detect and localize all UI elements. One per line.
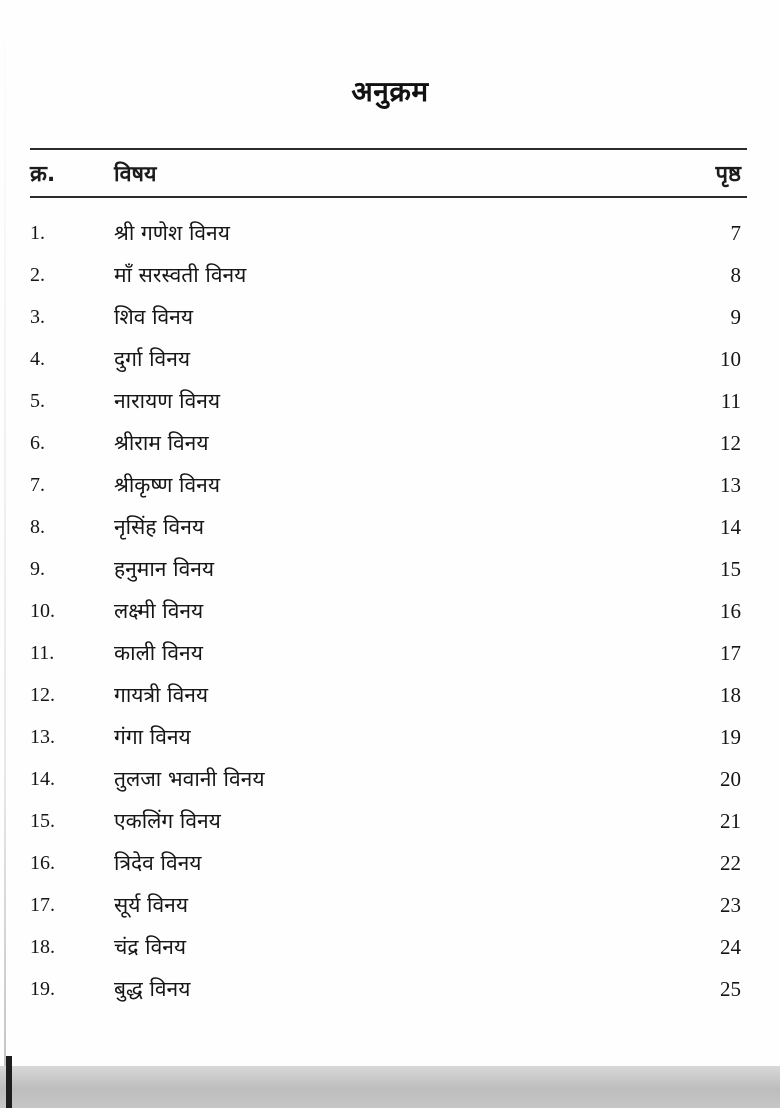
toc-entry-number: 12. [30, 683, 55, 706]
toc-entry-subject: एकलिंग विनय [114, 809, 221, 833]
toc-row [30, 212, 747, 254]
toc-entry-page: 11 [720, 388, 741, 413]
toc-entry-page: 12 [720, 430, 741, 455]
toc-entry-page: 10 [720, 346, 741, 371]
toc-entry-page: 15 [720, 556, 741, 581]
toc-entry-page: 16 [720, 598, 741, 623]
toc-entry-number: 7. [30, 473, 45, 496]
page-bottom-edge-shadow [0, 1066, 780, 1108]
toc-entry-page: 23 [720, 892, 741, 917]
toc-entry-subject: गायत्री विनय [114, 683, 209, 707]
toc-row [30, 422, 747, 464]
toc-entry-subject: बुद्ध विनय [114, 977, 191, 1001]
page-left-edge-shading [4, 0, 6, 1108]
toc-entry-number: 3. [30, 305, 45, 328]
toc-header-row [30, 150, 747, 196]
header-bottom-rule [30, 196, 747, 198]
toc-entry-page: 22 [720, 850, 741, 875]
toc-row [30, 926, 747, 968]
page-title: अनुक्रम [351, 75, 429, 108]
toc-entry-number: 16. [30, 851, 55, 874]
toc-entry-subject: तुलजा भवानी विनय [114, 767, 265, 791]
toc-row [30, 968, 747, 1010]
toc-entry-subject: सूर्य विनय [114, 893, 189, 917]
toc-entry-page: 9 [730, 304, 741, 329]
toc-entry-subject: श्रीराम विनय [114, 431, 209, 455]
toc-entry-page: 18 [720, 682, 741, 707]
toc-entry-number: 10. [30, 599, 55, 622]
toc-entry-page: 14 [720, 514, 741, 539]
toc-entry-page: 20 [720, 766, 741, 791]
toc-row [30, 758, 747, 800]
toc-entry-page: 19 [720, 724, 741, 749]
toc-entry-number: 18. [30, 935, 55, 958]
header-subject-label: विषय [114, 161, 157, 187]
toc-entry-subject: त्रिदेव विनय [114, 851, 202, 875]
toc-entry-subject: लक्ष्मी विनय [114, 599, 204, 623]
toc-row [30, 842, 747, 884]
toc-row [30, 548, 747, 590]
toc-entry-subject: हनुमान विनय [114, 557, 215, 581]
toc-entry-subject: श्री गणेश विनय [114, 221, 230, 245]
toc-row [30, 632, 747, 674]
toc-entry-subject: गंगा विनय [114, 725, 191, 749]
header-number-label: क्र. [30, 162, 56, 187]
toc-entry-number: 9. [30, 557, 45, 580]
toc-entry-number: 14. [30, 767, 55, 790]
toc-row [30, 464, 747, 506]
toc-row [30, 884, 747, 926]
toc-entry-subject: श्रीकृष्ण विनय [114, 473, 221, 497]
book-spine-shadow [6, 1056, 12, 1108]
header-page-label: पृष्ठ [715, 162, 741, 187]
toc-entry-subject: काली विनय [114, 641, 203, 665]
toc-row [30, 506, 747, 548]
toc-entry-number: 11. [30, 641, 55, 664]
toc-entry-number: 2. [30, 263, 45, 286]
toc-entry-number: 4. [30, 347, 45, 370]
toc-row [30, 590, 747, 632]
toc-entry-page: 17 [720, 640, 741, 665]
toc-entry-subject: दुर्गा विनय [114, 347, 191, 371]
toc-row [30, 338, 747, 380]
toc-entry-subject: चंद्र विनय [114, 935, 187, 959]
toc-entry-subject: माँ सरस्वती विनय [114, 263, 247, 287]
toc-entry-page: 13 [720, 472, 741, 497]
toc-entry-number: 17. [30, 893, 55, 916]
toc-entry-number: 19. [30, 977, 55, 1000]
toc-row [30, 380, 747, 422]
toc-entry-subject: शिव विनय [114, 305, 194, 329]
toc-entry-number: 15. [30, 809, 55, 832]
toc-entry-page: 7 [730, 220, 741, 245]
toc-entry-page: 21 [720, 808, 741, 833]
toc-entry-page: 25 [720, 976, 741, 1001]
toc-entry-number: 5. [30, 389, 45, 412]
toc-row [30, 800, 747, 842]
toc-row [30, 716, 747, 758]
toc-entry-number: 13. [30, 725, 55, 748]
toc-rows [30, 212, 747, 1010]
toc-entry-number: 8. [30, 515, 45, 538]
toc-row [30, 674, 747, 716]
toc-entry-page: 24 [720, 934, 741, 959]
toc-entry-subject: नारायण विनय [114, 389, 221, 413]
toc-row [30, 296, 747, 338]
toc-entry-number: 6. [30, 431, 45, 454]
toc-entry-page: 8 [730, 262, 741, 287]
toc-entry-number: 1. [30, 221, 45, 244]
toc-row [30, 254, 747, 296]
toc-entry-subject: नृसिंह विनय [114, 515, 205, 539]
